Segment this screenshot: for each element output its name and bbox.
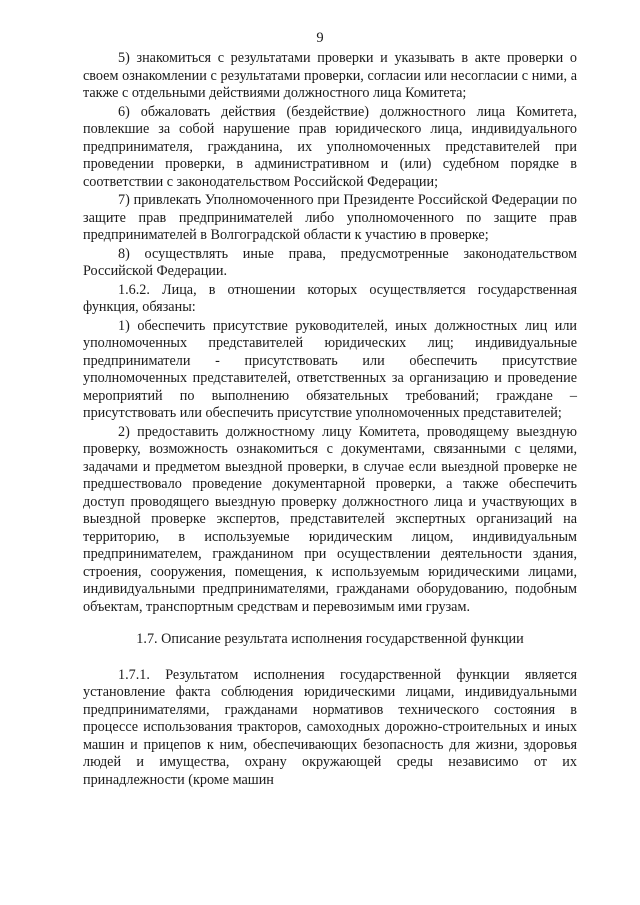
paragraph-duty-1: 1) обеспечить присутствие руководителей, иных должностных лиц или уполномоченных представителей юридических лиц; индивидуальные предприниматели - присутствовать или обеспечить присутствие уполномоченных представителей, ответственных за организацию и проведение мероприятий по выполнению обязательных требований; граждане – присутствовать или обеспечить присутствие уполномоченных представителей; bbox=[83, 317, 577, 421]
page-number: 9 bbox=[316, 30, 324, 46]
paragraph-1-6-2: 1.6.2. Лица, в отношении которых осуществляется государственная функция, обязаны: bbox=[83, 281, 577, 315]
paragraph-right-6: 6) обжаловать действия (бездействие) должностного лица Комитета, повлекшие за собой нарушение прав юридического лица, индивидуального предпринимателя, гражданина, их уполномоченных представителей при проведении проверки, в административном и (или) судебном порядке в соответствии с законодательством Российской Федерации; bbox=[83, 103, 577, 190]
paragraph-right-8: 8) осуществлять иные права, предусмотренные законодательством Российской Федерации. bbox=[83, 245, 577, 279]
paragraph-right-5: 5) знакомиться с результатами проверки и указывать в акте проверки о своем ознакомлении с результатами проверки, согласии или несогласии с ними, а также с отдельными действиями должностного лица Комитета; bbox=[83, 50, 577, 101]
paragraph-1-7-1: 1.7.1. Результатом исполнения государственной функции является установление факта соблюдения юридическими лицами, индивидуальными предпринимателями, гражданами нормативов технического состояния в процессе использования тракторов, самоходных дорожно-строительных и иных машин и прицепов к ним, обеспечивающих безопасность для жизни, здоровья людей и имущества, охрану окружающей среды независимо от их принадлежности (кроме машин bbox=[83, 666, 577, 788]
section-heading-1-7: 1.7. Описание результата исполнения государственной функции bbox=[136, 631, 524, 647]
paragraph-right-7: 7) привлекать Уполномоченного при Президенте Российской Федерации по защите прав предпринимателей либо уполномоченного по защите прав предпринимателей в Волгоградской области к участию в проверке; bbox=[83, 192, 577, 243]
document-body bbox=[83, 50, 577, 789]
paragraph-duty-2: 2) предоставить должностному лицу Комитета, проводящему выездную проверку, возможность ознакомиться с документами, связанными с целями, задачами и предметом выездной проверки, в случае если выездной проверке не предшествовало проведение документарной проверки, а также обеспечить доступ проводящего выездную проверку должностного лица и участвующих в выездной проверке экспертов, представителей экспертных организаций на территорию, в используемые юридическим лицом, индивидуальным предпринимателем, гражданином при осуществлении деятельности здания, строения, сооружения, помещения, к используемым юридическими лицами, индивидуальными предпринимателями, гражданами оборудованию, подобным объектам, транспортным средствам и перевозимым ими грузам. bbox=[83, 423, 577, 615]
